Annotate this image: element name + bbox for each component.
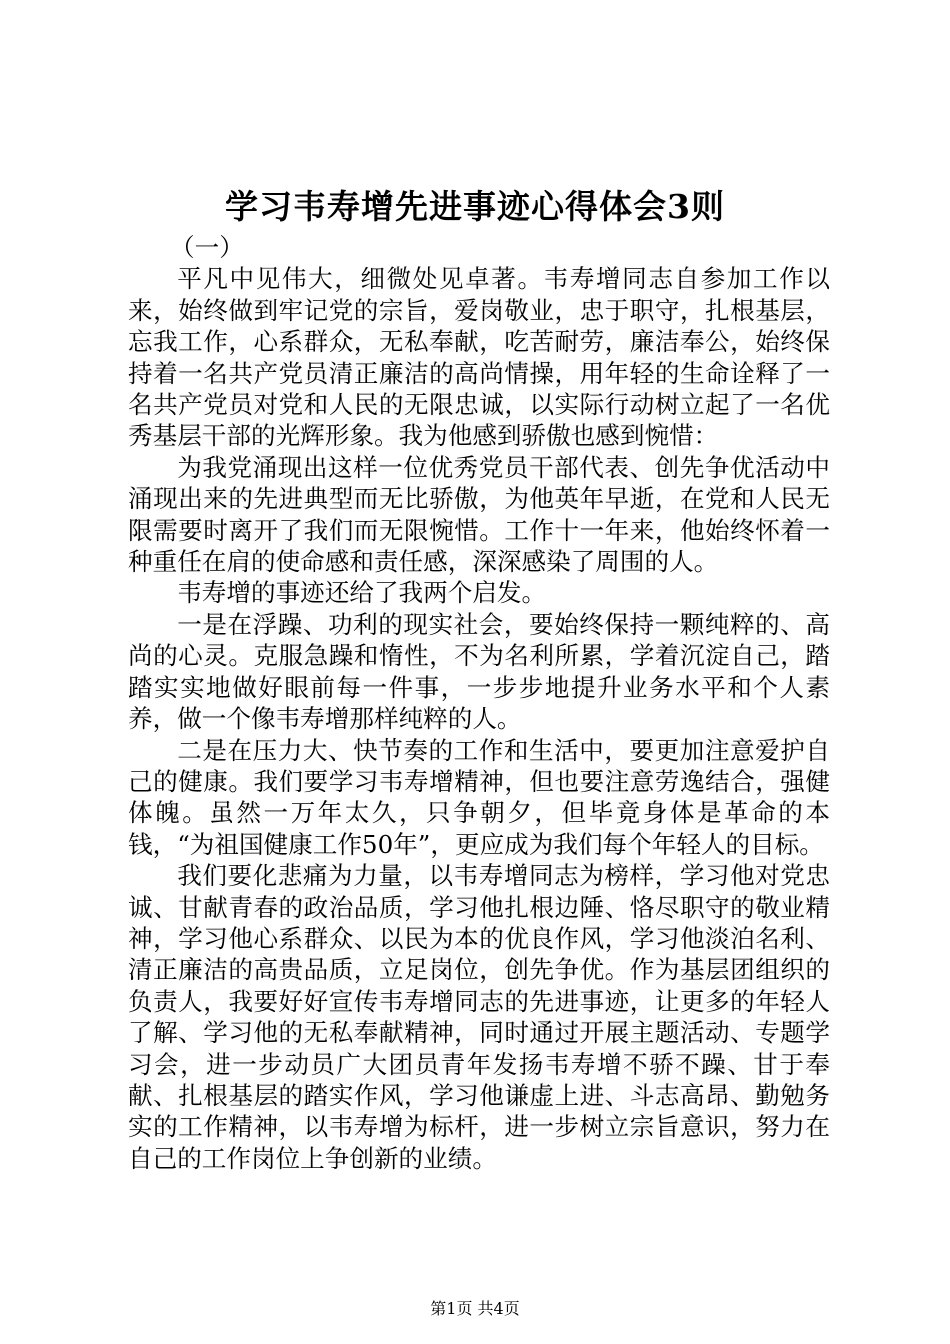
paragraph-6: 我们要化悲痛为力量，以韦寿增同志为榜样，学习他对党忠诚、甘献青春的政治品质，学习他扎根边陲、恪尽职守的敬业精神，学习他心系群众、以民为本的优良作风，学习他淡泊名利、清正廉洁的高贵品质，立足岗位，创先争优。作为基层团组织的负责人，我要好好宣传韦寿增同志的先进事迹，让更多的年轻人了解、学习他的无私奉献精神，同时通过开展主题活动、专题学习会，进一步动员广大团员青年发扬韦寿增不骄不躁、甘于奉献、扎根基层的踏实作风，学习他谦虚上进、斗志高昂、勤勉务实的工作精神，以韦寿增为标杆，进一步树立宗旨意识，努力在自己的工作岗位上争创新的业绩。: [128, 861, 830, 1173]
paragraph-3: 韦寿增的事迹还给了我两个启发。: [177, 578, 547, 608]
section-mark: （一）: [170, 233, 244, 262]
paragraph-4: 一是在浮躁、功利的现实社会，要始终保持一颗纯粹的、高尚的心灵。克服急躁和惰性，不为名利所累，学着沉淀自己，踏踏实实地做好眼前每一件事，一步步地提升业务水平和个人素养，做一个像韦寿增那样纯粹的人。: [128, 609, 830, 734]
document-body: [128, 232, 830, 1174]
paragraph-1: 平凡中见伟大，细微处见卓著。韦寿增同志自参加工作以来，始终做到牢记党的宗旨，爱岗敬业，忠于职守，扎根基层，忘我工作，心系群众，无私奉献，吃苦耐劳，廉洁奉公，始终保持着一名共产党员清正廉洁的高尚情操，用年轻的生命诠释了一名共产党员对党和人民的无限忠诚，以实际行动树立起了一名优秀基层干部的光辉形象。我为他感到骄傲也感到惋惜：: [128, 264, 830, 451]
document-title: 学习韦寿增先进事迹心得体会3则: [225, 187, 725, 226]
paragraph-5: 二是在压力大、快节奏的工作和生活中，要更加注意爱护自己的健康。我们要学习韦寿增精神，但也要注意劳逸结合，强健体魄。虽然一万年太久，只争朝夕，但毕竟身体是革命的本钱，“为祖国健康工作50年”，更应成为我们每个年轻人的目标。: [128, 735, 830, 859]
page-footer: 第1页 共4页: [430, 1299, 520, 1318]
paragraph-2: 为我党涌现出这样一位优秀党员干部代表、创先争优活动中涌现出来的先进典型而无比骄傲，为他英年早逝，在党和人民无限需要时离开了我们而无限惋惜。工作十一年来，他始终怀着一种重任在肩的使命感和责任感，深深感染了周围的人。: [128, 452, 830, 577]
